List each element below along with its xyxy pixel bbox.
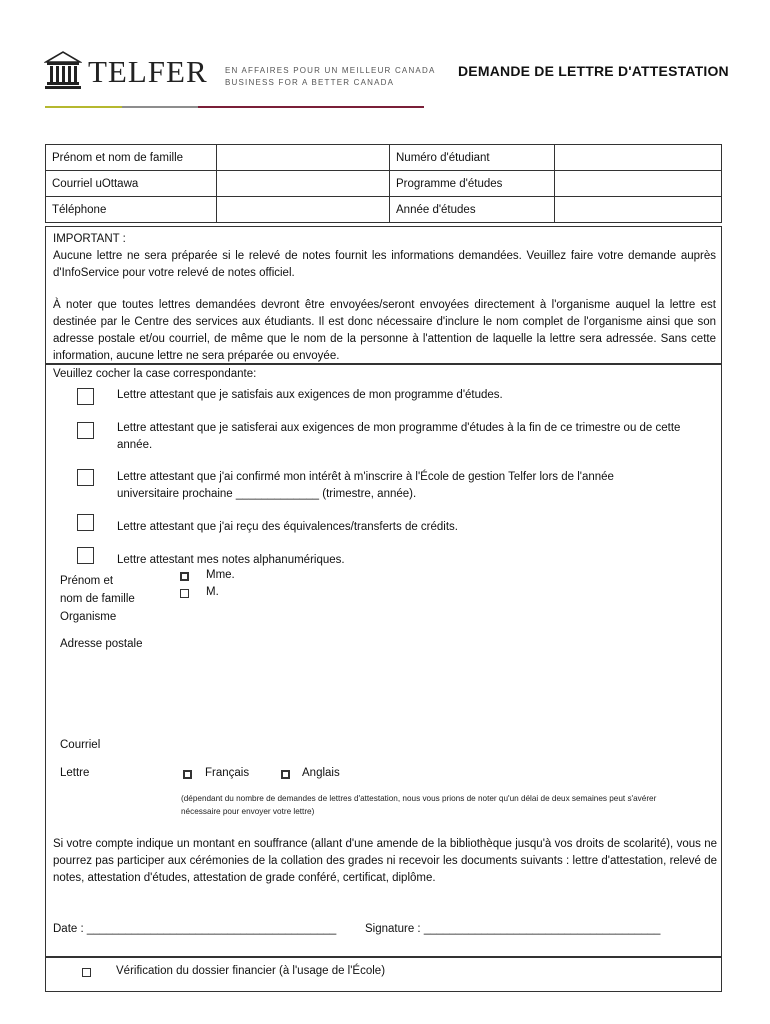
date-field[interactable]: Date : _______________________________________ — [53, 923, 337, 935]
option-checkbox-5[interactable] — [77, 547, 94, 564]
phone-field[interactable] — [217, 197, 390, 223]
language-fr-checkbox[interactable] — [183, 770, 192, 779]
option-label-2: Lettre attestant que je satisferai aux exigences de mon programme d'études à la fin de ce trimestre ou de cette année. — [117, 422, 681, 451]
title-m-label: M. — [206, 586, 219, 598]
recipient-name-label-1: Prénom et — [60, 575, 114, 587]
option-label-1: Lettre attestant que je satisfais aux exigences de mon programme d'études. — [117, 389, 503, 401]
title-m-checkbox[interactable] — [180, 589, 189, 598]
name-label: Prénom et nom de famille — [46, 145, 217, 171]
address-label: Adresse postale — [60, 638, 143, 650]
program-field[interactable] — [555, 171, 722, 197]
title-mme-checkbox[interactable] — [180, 572, 189, 581]
option-label-3: Lettre attestant que j'ai confirmé mon intérêt à m'inscrire à l'École de gestion Telfer lors de l'année universitaire prochaine _____________ (trimestre, année). — [117, 471, 614, 500]
student-number-label: Numéro d'étudiant — [390, 145, 555, 171]
important-paragraph-2: À noter que toutes lettres demandées devront être envoyées/seront envoyées directement à l'organisme auquel la lettre est destinée par le Centre des services aux étudiants. Il est donc nécessaire d'inclure le nom complet de l'organisme ainsi que son adresse postale et/ou courriel, de même que le nom de la personne à l'attention de laquelle la lettre sera adressée. Sans cette information, aucune lettre ne sera préparée ou envoyée. — [53, 299, 716, 362]
program-label: Programme d'études — [390, 171, 555, 197]
option-checkbox-3[interactable] — [77, 469, 94, 486]
year-field[interactable] — [555, 197, 722, 223]
delay-note: (dépendant du nombre de demandes de lettres d'attestation, nous vous prions de noter qu'un délai de deux semaines peut s'avérer nécessaire pour envoyer votre lettre) — [181, 794, 657, 816]
recipient-name-label-2: nom de famille — [60, 593, 135, 605]
page-title: DEMANDE DE LETTRE D'ATTESTATION — [458, 63, 729, 79]
student-number-field[interactable] — [555, 145, 722, 171]
title-mme-label: Mme. — [206, 569, 235, 581]
option-checkbox-1[interactable] — [77, 388, 94, 405]
table-row — [46, 171, 722, 197]
color-bar-olive — [45, 106, 122, 108]
table-row — [46, 145, 722, 171]
color-bar-maroon — [198, 106, 424, 108]
email-field[interactable] — [217, 171, 390, 197]
language-fr-label: Français — [205, 767, 250, 779]
year-label: Année d'études — [390, 197, 555, 223]
phone-label: Téléphone — [46, 197, 217, 223]
verification-label: Vérification du dossier financier (à l'usage de l'École) — [116, 965, 386, 977]
language-en-checkbox[interactable] — [281, 770, 290, 779]
tagline — [225, 65, 435, 89]
option-label-5: Lettre attestant mes notes alphanumériques. — [117, 554, 345, 566]
verification-checkbox[interactable] — [82, 968, 91, 977]
instruction-text: Veuillez cocher la case correspondante: — [53, 368, 257, 380]
recipient-labels — [60, 572, 135, 626]
outstanding-balance-warning: Si votre compte indique un montant en souffrance (allant d'une amende de la bibliothèque jusqu'à vos droits de scolarité), vous ne pourrez pas participer aux cérémonies de la collation des grades ni recevoir les documents suivants : lettre d'attestation, relevé de notes, attestation d'études, attestation de grade conféré, certificat, diplôme. — [53, 838, 717, 884]
important-heading: IMPORTANT : — [53, 233, 126, 245]
email-label: Courriel uOttawa — [46, 171, 217, 197]
language-en-label: Anglais — [302, 767, 340, 779]
tagline-en: BUSINESS FOR A BETTER CANADA — [225, 78, 395, 87]
letter-label: Lettre — [60, 767, 90, 779]
logo-text: TELFER — [88, 54, 208, 89]
tagline-fr: EN AFFAIRES POUR UN MEILLEUR CANADA — [225, 66, 436, 75]
important-paragraph-1: Aucune lettre ne sera préparée si le relevé de notes fournit les informations demandées. Veuillez faire votre demande auprès d'InfoService pour votre relevé de notes officiel. — [53, 249, 716, 279]
name-field[interactable] — [217, 145, 390, 171]
option-checkbox-2[interactable] — [77, 422, 94, 439]
student-info-table — [45, 144, 722, 223]
recipient-email-label: Courriel — [60, 739, 101, 751]
signature-field[interactable]: Signature : _____________________________________ — [365, 923, 661, 935]
table-row — [46, 197, 722, 223]
university-building-icon — [44, 50, 82, 90]
important-notice — [53, 231, 716, 365]
organization-label: Organisme — [60, 611, 117, 623]
option-checkbox-4[interactable] — [77, 514, 94, 531]
color-bar-gray — [122, 106, 198, 108]
option-label-4: Lettre attestant que j'ai reçu des équivalences/transferts de crédits. — [117, 521, 458, 533]
